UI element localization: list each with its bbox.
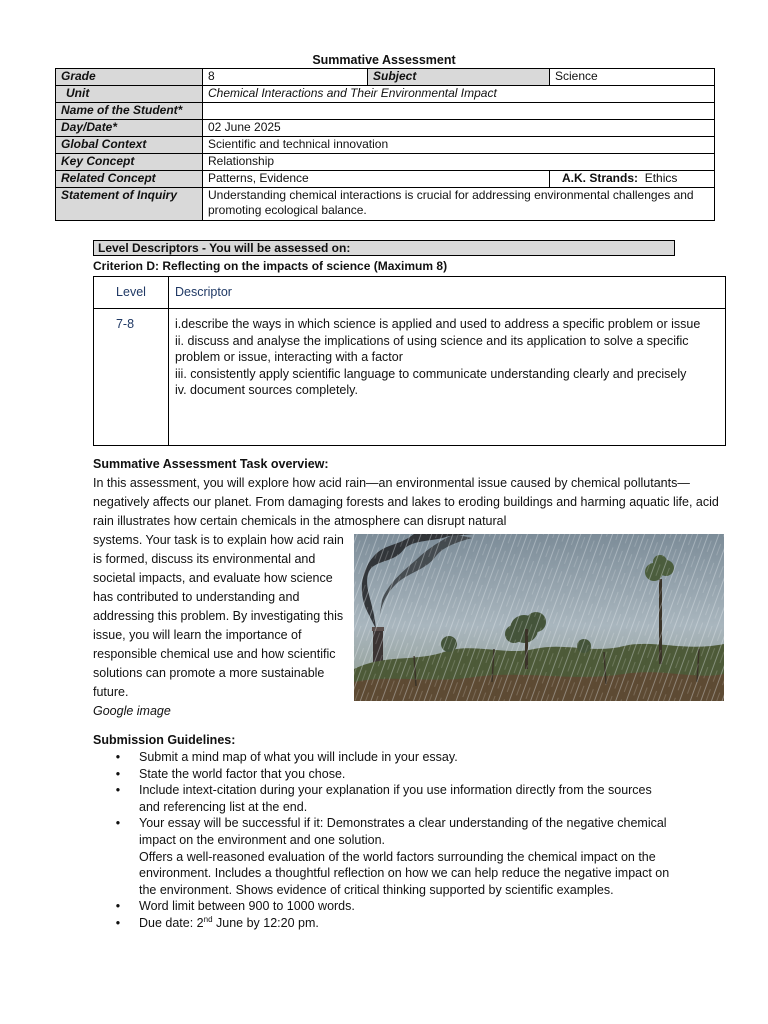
list-item-text: State the world factor that you chose. <box>139 766 346 781</box>
list-item <box>113 898 673 915</box>
student-name-field[interactable] <box>203 103 715 120</box>
descriptor-line: iii. consistently apply scientific language to communicate understanding clearly and precisely <box>175 366 687 381</box>
inquiry-value: Understanding chemical interactions is crucial for addressing environmental challenges and promoting ecological balance. <box>203 188 715 221</box>
assessment-info-table <box>55 68 715 221</box>
student-name-label: Name of the Student* <box>56 103 203 120</box>
grade-value: 8 <box>203 69 368 86</box>
overview-heading: Summative Assessment Task overview: <box>93 457 329 471</box>
list-item <box>113 782 673 815</box>
ak-strands-cell <box>550 171 715 188</box>
list-item <box>113 749 673 766</box>
list-item-text: Word limit between 900 to 1000 words. <box>139 899 355 914</box>
list-item <box>113 766 673 783</box>
unit-label: Unit <box>56 86 203 103</box>
acid-rain-image <box>354 534 724 701</box>
due-date-prefix: Due date: 2 <box>139 915 204 930</box>
grade-label: Grade <box>56 69 203 86</box>
due-date-suffix-sup: nd <box>203 914 213 924</box>
overview-continued: systems. Your task is to explain how acid rain is formed, discuss its environmental and societal impacts, and evaluate how science has contributed to understanding and addressing this problem. By investigating this issue, you will learn the importance of responsible chemical use and how scientific solutions can promote a more sustainable future. <box>93 533 344 699</box>
bullet-icon: • <box>115 750 121 764</box>
overview-intro: In this assessment, you will explore how acid rain—an environmental issue caused by chemical pollutants—negatively affects our planet. From damaging forests and lakes to eroding buildings and harming aquatic life, acid rain illustrates how certain chemicals in the atmosphere can disrupt natural <box>93 476 719 528</box>
subject-label: Subject <box>368 69 550 86</box>
submission-guidelines-list <box>113 749 673 932</box>
list-item-text: Include intext-citation during your explanation if you use information directly from the sources and referencing list at the end. <box>139 783 652 814</box>
descriptor-cell <box>169 309 726 446</box>
date-label: Day/Date* <box>56 120 203 137</box>
bullet-icon: • <box>115 899 121 914</box>
descriptor-column-header: Descriptor <box>169 277 726 309</box>
descriptor-line: i.describe the ways in which science is applied and used to address a specific problem or issue <box>175 317 701 331</box>
global-context-label: Global Context <box>56 137 203 154</box>
bullet-icon: • <box>115 915 121 930</box>
bullet-icon: • <box>115 816 121 831</box>
key-concept-value: Relationship <box>203 154 715 171</box>
image-caption: Google image <box>93 704 171 718</box>
level-descriptors-heading: Level Descriptors - You will be assessed on: <box>93 240 675 256</box>
due-date <box>139 916 319 930</box>
criterion-heading: Criterion D: Reflecting on the impacts of science (Maximum 8) <box>93 259 448 273</box>
bullet-icon: • <box>115 783 121 798</box>
bullet-icon: • <box>115 766 121 781</box>
document-title: Summative Assessment <box>312 53 456 67</box>
descriptor-line: ii. discuss and analyse the implications of using science and its application to solve a specific problem or issue, interacting with a factor <box>175 333 689 364</box>
subject-value: Science <box>550 69 715 86</box>
date-value: 02 June 2025 <box>203 120 715 137</box>
inquiry-label: Statement of Inquiry <box>56 188 203 221</box>
list-item <box>113 815 673 898</box>
ak-strands-label: A.K. Strands: <box>562 171 639 185</box>
ak-strands-value: Ethics <box>644 171 678 185</box>
level-column-header: Level <box>94 277 169 309</box>
global-context-value: Scientific and technical innovation <box>203 137 715 154</box>
due-date-rest: June by 12:20 pm. <box>212 915 319 930</box>
unit-value: Chemical Interactions and Their Environmental Impact <box>203 86 715 103</box>
descriptor-line: iv. document sources completely. <box>175 383 358 397</box>
list-item-text: Submit a mind map of what you will include in your essay. <box>139 750 458 764</box>
related-concept-value: Patterns, Evidence <box>203 171 550 188</box>
list-item-continuation: Offers a well-reasoned evaluation of the world factors surrounding the chemical impact on the environment. Includes a thoughtful reflection on how we can help reduce the negative impact on the environment. Shows evidence of critical thinking supported by scientific examples. <box>139 849 670 897</box>
list-item-text: Your essay will be successful if it: Demonstrates a clear understanding of the negative chemical impact on the environment and one solution. <box>139 816 667 847</box>
related-concept-label: Related Concept <box>56 171 203 188</box>
level-value: 7-8 <box>94 309 169 446</box>
list-item <box>113 915 673 932</box>
submission-heading: Submission Guidelines: <box>93 733 236 747</box>
descriptor-table <box>93 276 726 446</box>
key-concept-label: Key Concept <box>56 154 203 171</box>
